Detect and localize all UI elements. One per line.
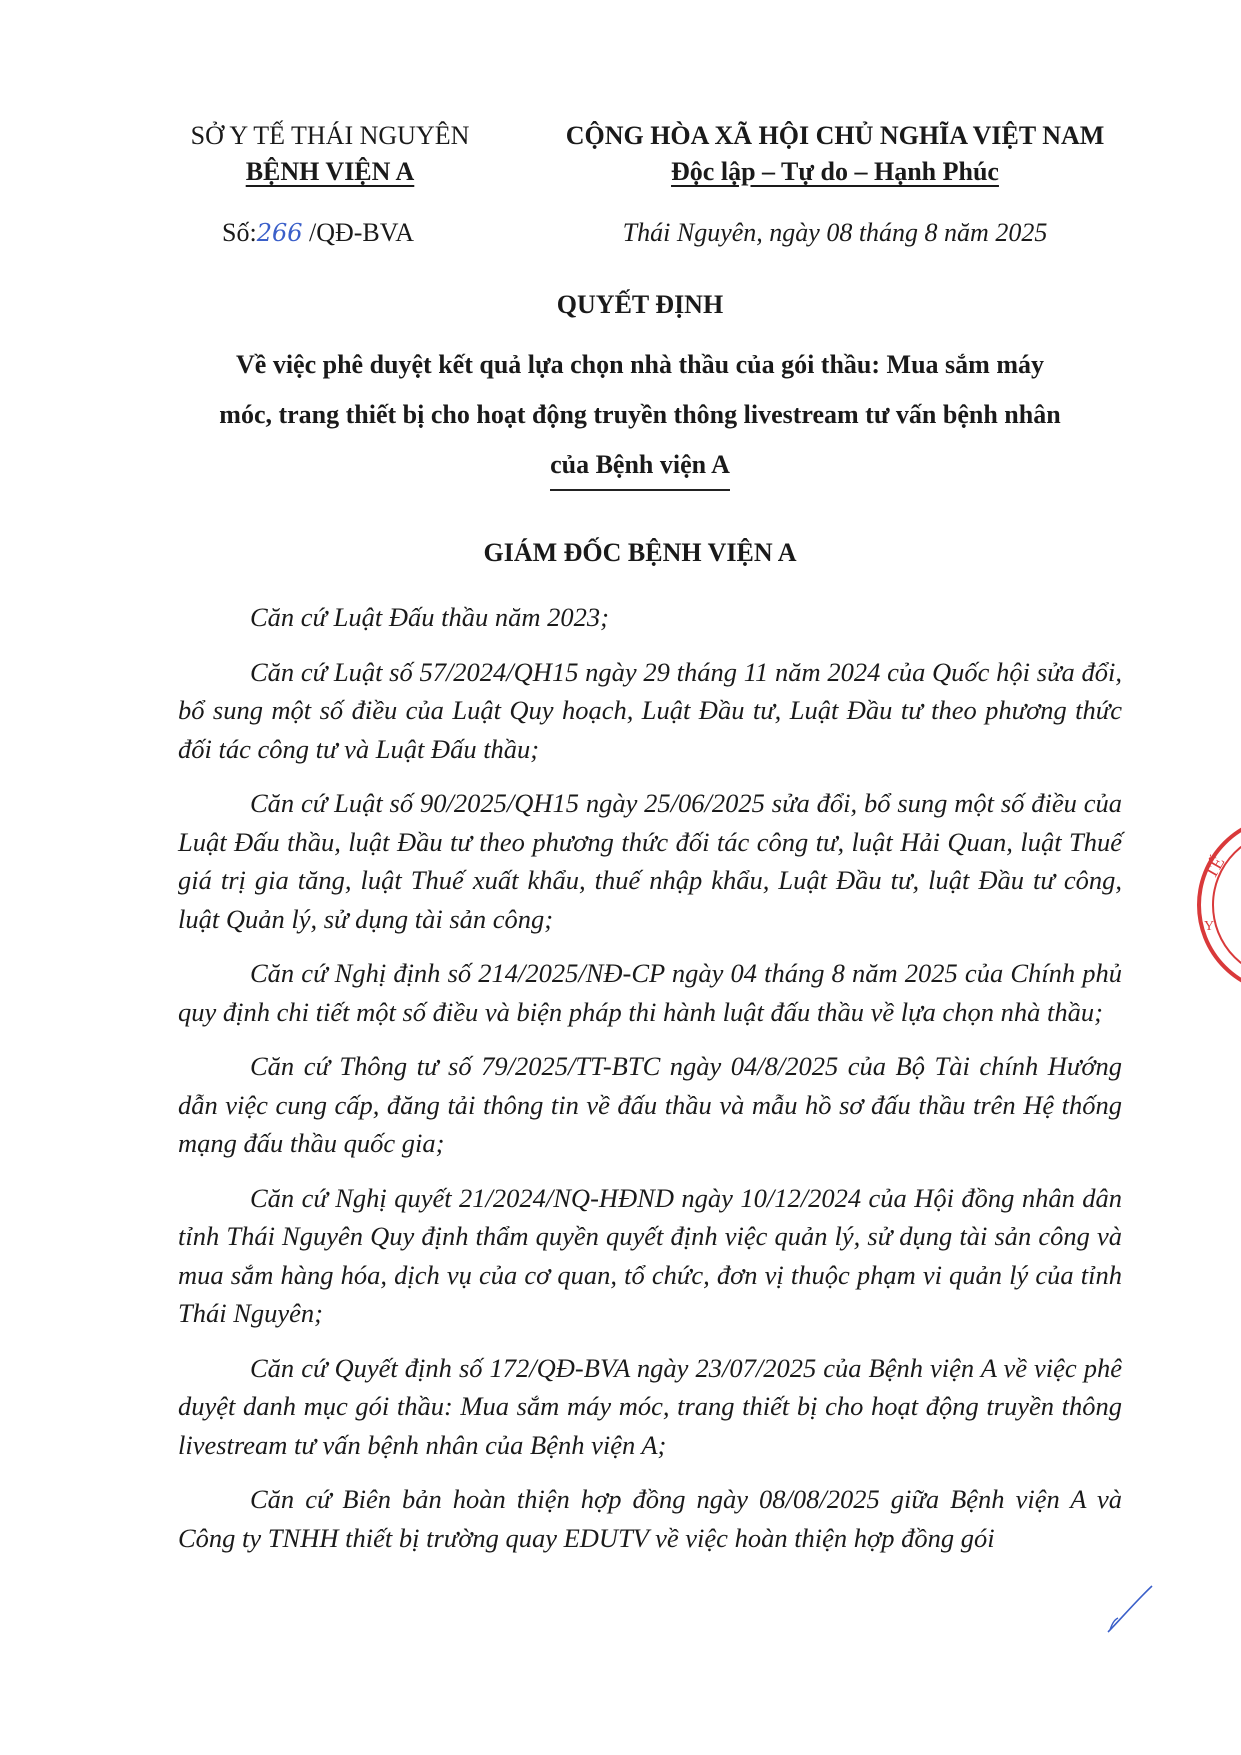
red-seal-icon	[1192, 810, 1241, 1000]
svg-text:TẾ: TẾ	[1200, 852, 1229, 882]
national-motto: Độc lập – Tự do – Hạnh Phúc	[671, 157, 999, 186]
national-motto-block	[540, 118, 1130, 190]
subject-line: Về việc phê duyệt kết quả lựa chọn nhà thầu của gói thầu: Mua sắm máy	[236, 350, 1044, 379]
hospital-name: BỆNH VIỆN A	[245, 157, 415, 186]
legal-basis-paragraph: Căn cứ Luật số 57/2024/QH15 ngày 29 tháng 11 năm 2024 của Quốc hội sửa đổi, bổ sung một số điều của Luật Quy hoạch, Luật Đầu tư, Luật Đầu tư theo phương thức đối tác công tư và Luật Đấu thầu;	[178, 656, 1122, 764]
legal-basis-paragraph: Căn cứ Nghị quyết 21/2024/NQ-HĐND ngày 10/12/2024 của Hội đồng nhân dân tỉnh Thái Nguyên Quy định thẩm quyền quyết định việc quản lý, sử dụng tài sản công và mua sắm hàng hóa, dịch vụ của cơ quan, tổ chức, đơn vị thuộc phạm vi quản lý của tỉnh Thái Nguyên;	[178, 1182, 1122, 1328]
initial-mark-icon	[1100, 1580, 1160, 1640]
document-number-suffix: /QĐ-BVA	[309, 218, 414, 247]
document-title: QUYẾT ĐỊNH	[556, 290, 724, 319]
subject-line: móc, trang thiết bị cho hoạt động truyền thông livestream tư vấn bệnh nhân	[219, 400, 1061, 429]
legal-basis-paragraph: Căn cứ Biên bản hoàn thiện hợp đồng ngày 08/08/2025 giữa Bệnh viện A và Công ty TNHH thiết bị trường quay EDUTV về việc hoàn thiện hợp đồng gói	[178, 1484, 1122, 1553]
subject-line: của Bệnh viện A	[550, 445, 730, 491]
legal-basis-paragraph: Căn cứ Luật số 90/2025/QH15 ngày 25/06/2025 sửa đổi, bổ sung một số điều của Luật Đấu thầu, luật Đầu tư theo phương thức đối tác công tư, luật Hải Quan, luật Thuế giá trị gia tăng, luật Thuế xuất khẩu, thuế nhập khẩu, Luật Đầu tư, luật Đầu tư công, luật Quản lý, sử dụng tài sản công;	[178, 788, 1122, 934]
legal-basis-paragraph: Căn cứ Nghị định số 214/2025/NĐ-CP ngày 04 tháng 8 năm 2025 của Chính phủ quy định chi tiết một số điều và biện pháp thi hành luật đấu thầu về lựa chọn nhà thầu;	[178, 958, 1122, 1027]
legal-basis-body	[178, 598, 1122, 1573]
document-number	[222, 218, 414, 248]
svg-text:Y: Y	[1204, 919, 1215, 934]
legal-basis-paragraph: Căn cứ Luật Đấu thầu năm 2023;	[250, 602, 609, 632]
country-name: CỘNG HÒA XÃ HỘI CHỦ NGHĨA VIỆT NAM	[565, 121, 1105, 150]
legal-basis-paragraph: Căn cứ Thông tư số 79/2025/TT-BTC ngày 04/8/2025 của Bộ Tài chính Hướng dẫn việc cung cấp, đăng tải thông tin về đấu thầu và mẫu hồ sơ đấu thầu trên Hệ thống mạng đấu thầu quốc gia;	[178, 1051, 1122, 1158]
parent-agency: SỞ Y TẾ THÁI NGUYÊN	[190, 121, 470, 150]
date-line: Thái Nguyên, ngày 08 tháng 8 năm 2025	[622, 218, 1048, 247]
legal-basis-paragraph: Căn cứ Quyết định số 172/QĐ-BVA ngày 23/07/2025 của Bệnh viện A về việc phê duyệt danh mục gói thầu: Mua sắm máy móc, trang thiết bị cho hoạt động truyền thông livestream tư vấn bệnh nhân của Bệnh viện A;	[178, 1352, 1122, 1460]
document-number-prefix: Số:	[222, 218, 257, 247]
handwritten-number: 266	[256, 219, 303, 247]
document-subject	[160, 340, 1120, 491]
issuer-heading: GIÁM ĐỐC BỆNH VIỆN A	[483, 538, 797, 567]
issuing-agency-block	[160, 118, 500, 190]
